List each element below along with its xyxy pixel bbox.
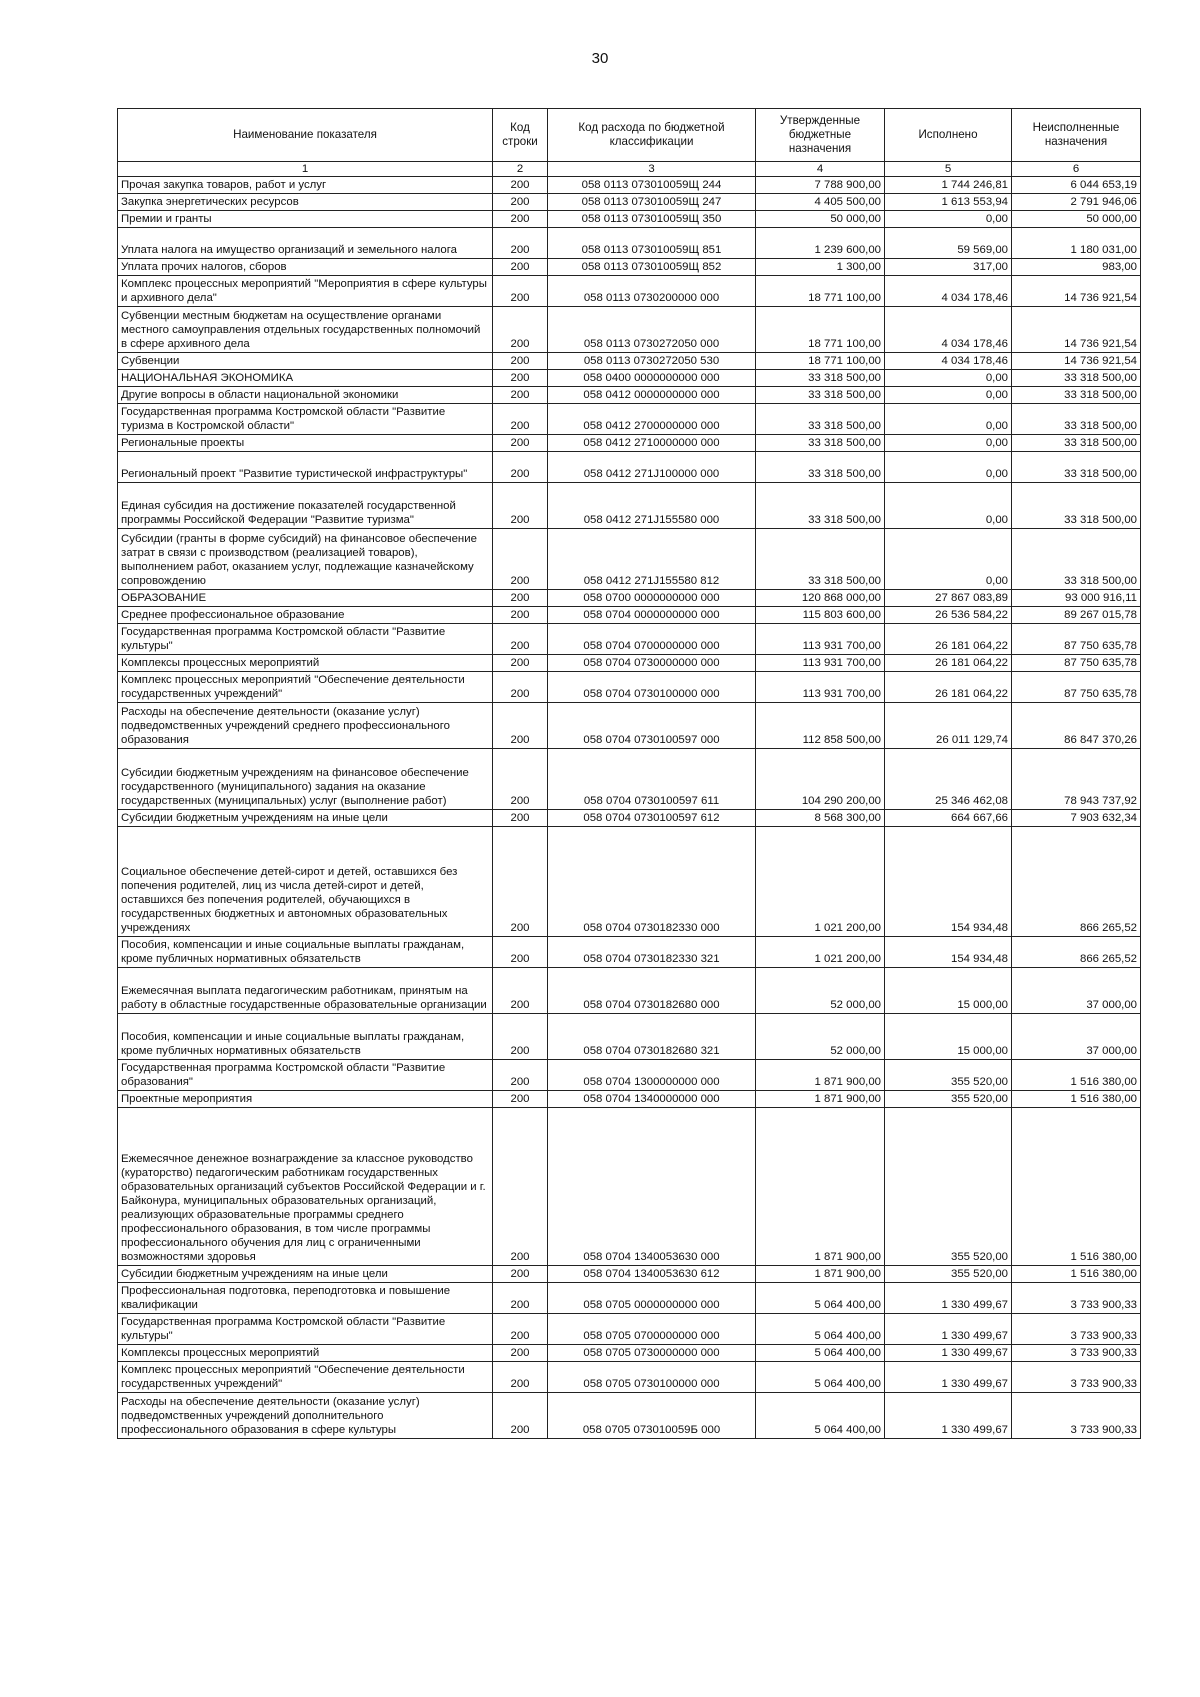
row-approved-amount: 1 021 200,00 — [756, 937, 885, 968]
row-executed-amount: 355 520,00 — [885, 1060, 1012, 1091]
row-executed-amount: 0,00 — [885, 452, 1012, 483]
row-approved-amount: 1 871 900,00 — [756, 1108, 885, 1266]
table-row — [118, 624, 1141, 655]
row-indicator-name: Пособия, компенсации и иные социальные выплаты гражданам, кроме публичных нормативных обязательств — [118, 937, 493, 968]
row-line-code: 200 — [493, 810, 548, 827]
header-line-code: Код строки — [493, 109, 548, 162]
row-executed-amount: 355 520,00 — [885, 1091, 1012, 1108]
row-line-code: 200 — [493, 827, 548, 937]
row-expense-code: 058 0704 1300000000 000 — [548, 1060, 756, 1091]
row-expense-code: 058 0704 0730100597 612 — [548, 810, 756, 827]
row-approved-amount: 33 318 500,00 — [756, 529, 885, 590]
row-executed-amount: 4 034 178,46 — [885, 307, 1012, 353]
row-expense-code: 058 0705 0730000000 000 — [548, 1345, 756, 1362]
row-line-code: 200 — [493, 211, 548, 228]
row-line-code: 200 — [493, 228, 548, 259]
row-unexecuted-amount: 3 733 900,33 — [1012, 1314, 1141, 1345]
column-number: 2 — [493, 162, 548, 177]
row-line-code: 200 — [493, 937, 548, 968]
table-row — [118, 1314, 1141, 1345]
row-unexecuted-amount: 1 516 380,00 — [1012, 1266, 1141, 1283]
row-line-code: 200 — [493, 590, 548, 607]
row-approved-amount: 33 318 500,00 — [756, 483, 885, 529]
row-unexecuted-amount: 7 903 632,34 — [1012, 810, 1141, 827]
row-line-code: 200 — [493, 435, 548, 452]
table-row — [118, 228, 1141, 259]
row-approved-amount: 1 239 600,00 — [756, 228, 885, 259]
row-executed-amount: 664 667,66 — [885, 810, 1012, 827]
row-line-code: 200 — [493, 194, 548, 211]
table-row — [118, 1091, 1141, 1108]
row-indicator-name: Другие вопросы в области национальной экономики — [118, 387, 493, 404]
row-unexecuted-amount: 33 318 500,00 — [1012, 387, 1141, 404]
row-executed-amount: 0,00 — [885, 435, 1012, 452]
row-approved-amount: 33 318 500,00 — [756, 452, 885, 483]
table-row — [118, 607, 1141, 624]
table-row — [118, 1345, 1141, 1362]
row-executed-amount: 26 181 064,22 — [885, 655, 1012, 672]
row-expense-code: 058 0704 1340053630 000 — [548, 1108, 756, 1266]
row-expense-code: 058 0113 073010059Щ 350 — [548, 211, 756, 228]
row-unexecuted-amount: 33 318 500,00 — [1012, 370, 1141, 387]
row-unexecuted-amount: 87 750 635,78 — [1012, 655, 1141, 672]
row-approved-amount: 5 064 400,00 — [756, 1362, 885, 1393]
row-executed-amount: 0,00 — [885, 529, 1012, 590]
row-line-code: 200 — [493, 672, 548, 703]
table-row — [118, 483, 1141, 529]
table-row — [118, 387, 1141, 404]
row-approved-amount: 115 803 600,00 — [756, 607, 885, 624]
row-indicator-name: Комплекс процессных мероприятий "Обеспечение деятельности государственных учреждений" — [118, 1362, 493, 1393]
row-approved-amount: 7 788 900,00 — [756, 177, 885, 194]
row-indicator-name: Государственная программа Костромской области "Развитие туризма в Костромской области" — [118, 404, 493, 435]
row-executed-amount: 154 934,48 — [885, 827, 1012, 937]
row-unexecuted-amount: 14 736 921,54 — [1012, 276, 1141, 307]
row-indicator-name: Субсидии (гранты в форме субсидий) на финансовое обеспечение затрат в связи с производством (реализацией товаров), выполнением работ, оказанием услуг, подлежащие казначейскому сопровождению — [118, 529, 493, 590]
row-unexecuted-amount: 1 516 380,00 — [1012, 1091, 1141, 1108]
table-row — [118, 672, 1141, 703]
row-indicator-name: Комплекс процессных мероприятий "Обеспечение деятельности государственных учреждений" — [118, 672, 493, 703]
row-executed-amount: 1 330 499,67 — [885, 1283, 1012, 1314]
row-unexecuted-amount: 33 318 500,00 — [1012, 483, 1141, 529]
row-indicator-name: Расходы на обеспечение деятельности (оказание услуг) подведомственных учреждений среднего профессионального образования — [118, 703, 493, 749]
table-row — [118, 307, 1141, 353]
column-number-row — [118, 162, 1141, 177]
row-expense-code: 058 0704 0730100597 611 — [548, 749, 756, 810]
row-indicator-name: Комплекс процессных мероприятий "Мероприятия в сфере культуры и архивного дела" — [118, 276, 493, 307]
table-row — [118, 1283, 1141, 1314]
row-expense-code: 058 0113 0730200000 000 — [548, 276, 756, 307]
row-unexecuted-amount: 14 736 921,54 — [1012, 307, 1141, 353]
row-indicator-name: Среднее профессиональное образование — [118, 607, 493, 624]
row-indicator-name: Расходы на обеспечение деятельности (оказание услуг) подведомственных учреждений дополнительного профессионального образования в сфере культуры — [118, 1393, 493, 1439]
row-unexecuted-amount: 6 044 653,19 — [1012, 177, 1141, 194]
table-row — [118, 435, 1141, 452]
table-row — [118, 1014, 1141, 1060]
row-line-code: 200 — [493, 353, 548, 370]
row-indicator-name: Субсидии бюджетным учреждениям на иные цели — [118, 810, 493, 827]
row-unexecuted-amount: 37 000,00 — [1012, 1014, 1141, 1060]
row-expense-code: 058 0704 0000000000 000 — [548, 607, 756, 624]
header-expense-code: Код расхода по бюджетной классификации — [548, 109, 756, 162]
row-line-code: 200 — [493, 703, 548, 749]
column-number: 6 — [1012, 162, 1141, 177]
row-unexecuted-amount: 50 000,00 — [1012, 211, 1141, 228]
row-indicator-name: ОБРАЗОВАНИЕ — [118, 590, 493, 607]
row-executed-amount: 59 569,00 — [885, 228, 1012, 259]
row-executed-amount: 1 613 553,94 — [885, 194, 1012, 211]
table-row — [118, 703, 1141, 749]
row-unexecuted-amount: 983,00 — [1012, 259, 1141, 276]
row-expense-code: 058 0113 073010059Щ 851 — [548, 228, 756, 259]
row-executed-amount: 1 330 499,67 — [885, 1345, 1012, 1362]
row-line-code: 200 — [493, 749, 548, 810]
row-line-code: 200 — [493, 1014, 548, 1060]
row-unexecuted-amount: 33 318 500,00 — [1012, 404, 1141, 435]
row-unexecuted-amount: 14 736 921,54 — [1012, 353, 1141, 370]
table-row — [118, 968, 1141, 1014]
row-executed-amount: 1 744 246,81 — [885, 177, 1012, 194]
row-executed-amount: 26 011 129,74 — [885, 703, 1012, 749]
row-expense-code: 058 0705 0000000000 000 — [548, 1283, 756, 1314]
row-executed-amount: 26 181 064,22 — [885, 672, 1012, 703]
row-unexecuted-amount: 3 733 900,33 — [1012, 1345, 1141, 1362]
row-executed-amount: 26 536 584,22 — [885, 607, 1012, 624]
row-unexecuted-amount: 1 516 380,00 — [1012, 1060, 1141, 1091]
row-line-code: 200 — [493, 483, 548, 529]
table-row — [118, 937, 1141, 968]
row-expense-code: 058 0113 0730272050 530 — [548, 353, 756, 370]
table-row — [118, 259, 1141, 276]
row-unexecuted-amount: 3 733 900,33 — [1012, 1393, 1141, 1439]
column-number: 4 — [756, 162, 885, 177]
row-indicator-name: Государственная программа Костромской области "Развитие образования" — [118, 1060, 493, 1091]
row-expense-code: 058 0113 0730272050 000 — [548, 307, 756, 353]
row-executed-amount: 0,00 — [885, 370, 1012, 387]
row-line-code: 200 — [493, 1393, 548, 1439]
table-body — [118, 177, 1141, 1439]
row-indicator-name: Региональный проект "Развитие туристической инфраструктуры" — [118, 452, 493, 483]
row-line-code: 200 — [493, 968, 548, 1014]
row-expense-code: 058 0412 271J155580 000 — [548, 483, 756, 529]
row-executed-amount: 317,00 — [885, 259, 1012, 276]
row-indicator-name: Уплата налога на имущество организаций и земельного налога — [118, 228, 493, 259]
row-expense-code: 058 0704 0730182330 000 — [548, 827, 756, 937]
row-expense-code: 058 0704 1340053630 612 — [548, 1266, 756, 1283]
row-approved-amount: 52 000,00 — [756, 1014, 885, 1060]
row-approved-amount: 18 771 100,00 — [756, 353, 885, 370]
row-approved-amount: 1 871 900,00 — [756, 1266, 885, 1283]
row-indicator-name: Социальное обеспечение детей-сирот и детей, оставшихся без попечения родителей, лиц из числа детей-сирот и детей, оставшихся без попечения родителей, обучающихся в государственных бюджетных и автономных образовательных учреждениях — [118, 827, 493, 937]
row-approved-amount: 113 931 700,00 — [756, 624, 885, 655]
table-row — [118, 353, 1141, 370]
row-expense-code: 058 0705 073010059Б 000 — [548, 1393, 756, 1439]
row-executed-amount: 4 034 178,46 — [885, 353, 1012, 370]
row-expense-code: 058 0412 271J155580 812 — [548, 529, 756, 590]
row-line-code: 200 — [493, 307, 548, 353]
row-line-code: 200 — [493, 1345, 548, 1362]
row-approved-amount: 33 318 500,00 — [756, 370, 885, 387]
row-line-code: 200 — [493, 276, 548, 307]
row-executed-amount: 0,00 — [885, 404, 1012, 435]
row-line-code: 200 — [493, 404, 548, 435]
row-indicator-name: НАЦИОНАЛЬНАЯ ЭКОНОМИКА — [118, 370, 493, 387]
row-executed-amount: 0,00 — [885, 211, 1012, 228]
row-approved-amount: 5 064 400,00 — [756, 1283, 885, 1314]
row-expense-code: 058 0704 1340000000 000 — [548, 1091, 756, 1108]
row-indicator-name: Государственная программа Костромской области "Развитие культуры" — [118, 624, 493, 655]
row-expense-code: 058 0704 0730182680 321 — [548, 1014, 756, 1060]
row-line-code: 200 — [493, 370, 548, 387]
row-executed-amount: 355 520,00 — [885, 1266, 1012, 1283]
row-approved-amount: 33 318 500,00 — [756, 387, 885, 404]
row-line-code: 200 — [493, 259, 548, 276]
row-approved-amount: 52 000,00 — [756, 968, 885, 1014]
row-expense-code: 058 0704 0700000000 000 — [548, 624, 756, 655]
row-approved-amount: 1 871 900,00 — [756, 1060, 885, 1091]
row-approved-amount: 104 290 200,00 — [756, 749, 885, 810]
table-row — [118, 1266, 1141, 1283]
row-line-code: 200 — [493, 1266, 548, 1283]
row-indicator-name: Субсидии бюджетным учреждениям на иные цели — [118, 1266, 493, 1283]
row-indicator-name: Региональные проекты — [118, 435, 493, 452]
row-line-code: 200 — [493, 529, 548, 590]
row-expense-code: 058 0412 271J100000 000 — [548, 452, 756, 483]
row-approved-amount: 113 931 700,00 — [756, 655, 885, 672]
header-indicator-name: Наименование показателя — [118, 109, 493, 162]
row-expense-code: 058 0113 073010059Щ 852 — [548, 259, 756, 276]
row-line-code: 200 — [493, 1362, 548, 1393]
row-expense-code: 058 0400 0000000000 000 — [548, 370, 756, 387]
table-row — [118, 1393, 1141, 1439]
row-approved-amount: 5 064 400,00 — [756, 1345, 885, 1362]
row-approved-amount: 112 858 500,00 — [756, 703, 885, 749]
table-row — [118, 276, 1141, 307]
row-approved-amount: 120 868 000,00 — [756, 590, 885, 607]
row-indicator-name: Уплата прочих налогов, сборов — [118, 259, 493, 276]
row-unexecuted-amount: 1 180 031,00 — [1012, 228, 1141, 259]
row-unexecuted-amount: 33 318 500,00 — [1012, 452, 1141, 483]
row-executed-amount: 154 934,48 — [885, 937, 1012, 968]
row-executed-amount: 1 330 499,67 — [885, 1393, 1012, 1439]
row-expense-code: 058 0705 0730100000 000 — [548, 1362, 756, 1393]
row-approved-amount: 5 064 400,00 — [756, 1314, 885, 1345]
row-unexecuted-amount: 87 750 635,78 — [1012, 624, 1141, 655]
row-indicator-name: Закупка энергетических ресурсов — [118, 194, 493, 211]
page-number: 30 — [591, 50, 609, 67]
row-executed-amount: 1 330 499,67 — [885, 1314, 1012, 1345]
table-row — [118, 177, 1141, 194]
row-approved-amount: 1 871 900,00 — [756, 1091, 885, 1108]
row-approved-amount: 1 300,00 — [756, 259, 885, 276]
row-line-code: 200 — [493, 1060, 548, 1091]
table-row — [118, 1108, 1141, 1266]
row-indicator-name: Проектные мероприятия — [118, 1091, 493, 1108]
table-row — [118, 655, 1141, 672]
row-line-code: 200 — [493, 1314, 548, 1345]
row-unexecuted-amount: 866 265,52 — [1012, 937, 1141, 968]
row-expense-code: 058 0412 0000000000 000 — [548, 387, 756, 404]
row-unexecuted-amount: 78 943 737,92 — [1012, 749, 1141, 810]
row-indicator-name: Субвенции — [118, 353, 493, 370]
row-approved-amount: 1 021 200,00 — [756, 827, 885, 937]
row-line-code: 200 — [493, 177, 548, 194]
row-unexecuted-amount: 93 000 916,11 — [1012, 590, 1141, 607]
row-unexecuted-amount: 33 318 500,00 — [1012, 529, 1141, 590]
table-row — [118, 827, 1141, 937]
row-expense-code: 058 0704 0730100000 000 — [548, 672, 756, 703]
row-approved-amount: 33 318 500,00 — [756, 435, 885, 452]
row-indicator-name: Премии и гранты — [118, 211, 493, 228]
row-expense-code: 058 0705 0700000000 000 — [548, 1314, 756, 1345]
row-approved-amount: 50 000,00 — [756, 211, 885, 228]
row-executed-amount: 27 867 083,89 — [885, 590, 1012, 607]
row-executed-amount: 15 000,00 — [885, 1014, 1012, 1060]
row-approved-amount: 4 405 500,00 — [756, 194, 885, 211]
row-line-code: 200 — [493, 1283, 548, 1314]
row-indicator-name: Пособия, компенсации и иные социальные выплаты гражданам, кроме публичных нормативных обязательств — [118, 1014, 493, 1060]
row-expense-code: 058 0412 2700000000 000 — [548, 404, 756, 435]
row-indicator-name: Субсидии бюджетным учреждениям на финансовое обеспечение государственного (муниципального) задания на оказание государственных (муниципальных) услуг (выполнение работ) — [118, 749, 493, 810]
row-line-code: 200 — [493, 452, 548, 483]
row-unexecuted-amount: 87 750 635,78 — [1012, 672, 1141, 703]
table-row — [118, 1060, 1141, 1091]
row-approved-amount: 33 318 500,00 — [756, 404, 885, 435]
row-approved-amount: 18 771 100,00 — [756, 276, 885, 307]
table-row — [118, 211, 1141, 228]
row-approved-amount: 8 568 300,00 — [756, 810, 885, 827]
header-approved: Утвержденные бюджетные назначения — [756, 109, 885, 162]
row-expense-code: 058 0412 2710000000 000 — [548, 435, 756, 452]
row-executed-amount: 4 034 178,46 — [885, 276, 1012, 307]
row-executed-amount: 1 330 499,67 — [885, 1362, 1012, 1393]
table-row — [118, 1362, 1141, 1393]
row-indicator-name: Единая субсидия на достижение показателей государственной программы Российской Федерации "Развитие туризма" — [118, 483, 493, 529]
row-unexecuted-amount: 86 847 370,26 — [1012, 703, 1141, 749]
table-header-row — [118, 109, 1141, 162]
row-executed-amount: 0,00 — [885, 483, 1012, 529]
row-approved-amount: 113 931 700,00 — [756, 672, 885, 703]
row-expense-code: 058 0704 0730000000 000 — [548, 655, 756, 672]
row-unexecuted-amount: 3 733 900,33 — [1012, 1362, 1141, 1393]
row-expense-code: 058 0700 0000000000 000 — [548, 590, 756, 607]
column-number: 5 — [885, 162, 1012, 177]
row-executed-amount: 0,00 — [885, 387, 1012, 404]
row-unexecuted-amount: 2 791 946,06 — [1012, 194, 1141, 211]
budget-execution-table — [117, 108, 1141, 1439]
row-expense-code: 058 0113 073010059Щ 244 — [548, 177, 756, 194]
table-row — [118, 749, 1141, 810]
row-expense-code: 058 0113 073010059Щ 247 — [548, 194, 756, 211]
table-row — [118, 529, 1141, 590]
column-number: 3 — [548, 162, 756, 177]
row-line-code: 200 — [493, 387, 548, 404]
row-approved-amount: 18 771 100,00 — [756, 307, 885, 353]
table-row — [118, 194, 1141, 211]
table-row — [118, 810, 1141, 827]
row-indicator-name: Ежемесячное денежное вознаграждение за классное руководство (кураторство) педагогическим работникам государственных образовательных организаций субъектов Российской Федерации и г. Байконура, муниципальных образовательных организаций, реализующих образовательные программы среднего профессионального образования, в том числе программы профессионального обучения для лиц с ограниченными возможностями здоровья — [118, 1108, 493, 1266]
row-approved-amount: 5 064 400,00 — [756, 1393, 885, 1439]
row-expense-code: 058 0704 0730100597 000 — [548, 703, 756, 749]
row-executed-amount: 25 346 462,08 — [885, 749, 1012, 810]
row-line-code: 200 — [493, 624, 548, 655]
row-indicator-name: Комплексы процессных мероприятий — [118, 1345, 493, 1362]
header-unexecuted: Неисполненные назначения — [1012, 109, 1141, 162]
row-executed-amount: 355 520,00 — [885, 1108, 1012, 1266]
row-unexecuted-amount: 1 516 380,00 — [1012, 1108, 1141, 1266]
row-expense-code: 058 0704 0730182330 321 — [548, 937, 756, 968]
table-row — [118, 590, 1141, 607]
column-number: 1 — [118, 162, 493, 177]
row-indicator-name: Комплексы процессных мероприятий — [118, 655, 493, 672]
row-indicator-name: Профессиональная подготовка, переподготовка и повышение квалификации — [118, 1283, 493, 1314]
row-line-code: 200 — [493, 607, 548, 624]
row-unexecuted-amount: 89 267 015,78 — [1012, 607, 1141, 624]
table-row — [118, 452, 1141, 483]
row-line-code: 200 — [493, 1091, 548, 1108]
row-executed-amount: 15 000,00 — [885, 968, 1012, 1014]
row-indicator-name: Прочая закупка товаров, работ и услуг — [118, 177, 493, 194]
table-row — [118, 370, 1141, 387]
row-line-code: 200 — [493, 1108, 548, 1266]
row-unexecuted-amount: 33 318 500,00 — [1012, 435, 1141, 452]
row-executed-amount: 26 181 064,22 — [885, 624, 1012, 655]
row-line-code: 200 — [493, 655, 548, 672]
header-executed: Исполнено — [885, 109, 1012, 162]
row-unexecuted-amount: 3 733 900,33 — [1012, 1283, 1141, 1314]
row-indicator-name: Ежемесячная выплата педагогическим работникам, принятым на работу в областные государственные образовательные организации — [118, 968, 493, 1014]
row-unexecuted-amount: 37 000,00 — [1012, 968, 1141, 1014]
row-expense-code: 058 0704 0730182680 000 — [548, 968, 756, 1014]
row-unexecuted-amount: 866 265,52 — [1012, 827, 1141, 937]
table-row — [118, 404, 1141, 435]
row-indicator-name: Субвенции местным бюджетам на осуществление органами местного самоуправления отдельных государственных полномочий в сфере архивного дела — [118, 307, 493, 353]
row-indicator-name: Государственная программа Костромской области "Развитие культуры" — [118, 1314, 493, 1345]
